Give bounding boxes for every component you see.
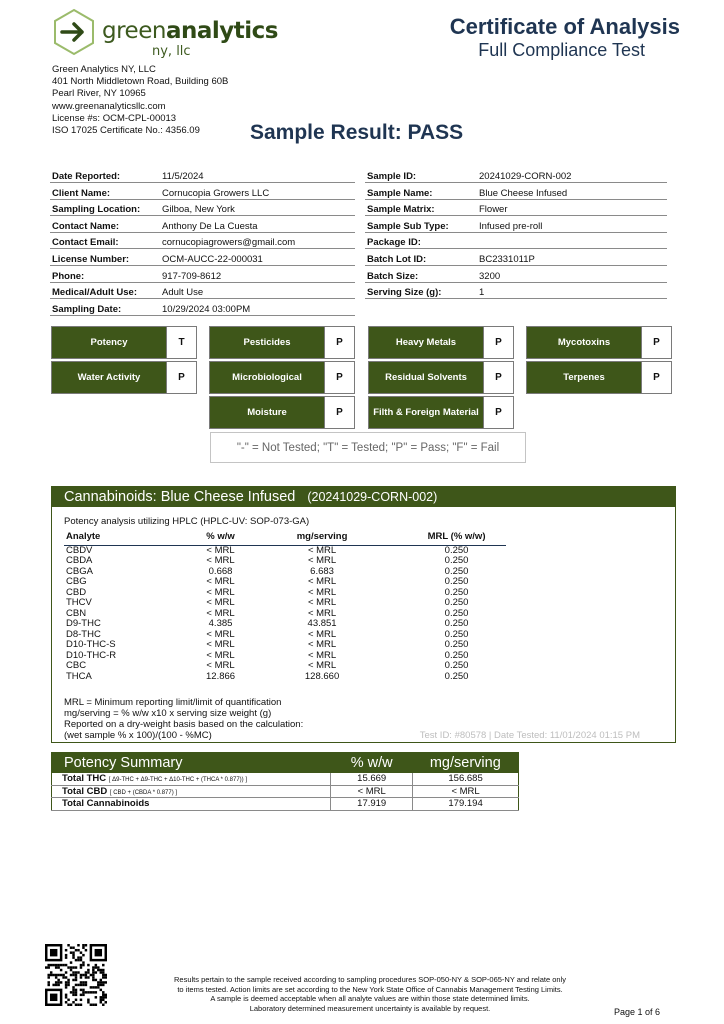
sample-info-label: Sample ID: bbox=[365, 166, 477, 183]
analyte-name: D10-THC-R bbox=[66, 649, 117, 661]
analyte-name: D10-THC-S bbox=[66, 639, 116, 650]
lab-city: Pearl River, NY 10965 bbox=[52, 88, 146, 100]
summary-name: Total Cannabinoids bbox=[62, 798, 150, 810]
analyte-mrl: 0.250 bbox=[444, 586, 469, 598]
status-result: P bbox=[324, 362, 354, 393]
col-summary-pct: % w/w bbox=[331, 753, 413, 773]
lab-iso-cert: ISO 17025 Certificate No.: 4356.09 bbox=[52, 125, 200, 137]
company-logo bbox=[52, 8, 278, 60]
analyte-row bbox=[64, 661, 506, 672]
lab-name: Green Analytics NY, LLC bbox=[52, 64, 156, 75]
analyte-row bbox=[64, 545, 506, 556]
analyte-mrl: 0.250 bbox=[444, 565, 469, 577]
summary-pct: < MRL bbox=[331, 785, 413, 798]
status-result: P bbox=[324, 327, 354, 358]
sample-info-value: Flower bbox=[477, 199, 667, 216]
summary-formula: [ CBD + (CBDA * 0.877) ] bbox=[109, 789, 178, 796]
client-info-label: Date Reported: bbox=[50, 166, 160, 183]
analyte-row bbox=[64, 651, 506, 662]
client-info-row bbox=[50, 216, 355, 233]
cannabinoids-section bbox=[51, 486, 676, 743]
status-result: P bbox=[324, 397, 354, 428]
analysis-method: Potency analysis utilizing HPLC (HPLC-UV: SOP-073-GA) bbox=[64, 516, 310, 527]
lab-license: License #s: OCM-CPL-00013 bbox=[52, 112, 177, 124]
client-info-label: Medical/Adult Use: bbox=[50, 282, 160, 299]
status-box-residual-solvents bbox=[368, 361, 514, 394]
footer-disclaimer bbox=[130, 975, 610, 1013]
client-info-label: Phone: bbox=[50, 266, 160, 283]
footer-line-4: Laboratory determined measurement uncertainty is available by request. bbox=[249, 1003, 491, 1013]
status-label: Moisture bbox=[210, 397, 324, 428]
client-info-value: 917-709-8612 bbox=[160, 266, 355, 283]
note-formula: (wet sample % x 100)/(100 - %MC) bbox=[64, 730, 212, 741]
col-mg: mg/serving bbox=[237, 531, 407, 545]
sample-info-row bbox=[365, 199, 667, 216]
sample-info-row bbox=[365, 266, 667, 283]
status-result: T bbox=[166, 327, 196, 358]
sample-info-row bbox=[365, 249, 667, 266]
cannabinoids-sample-id: (20241029-CORN-002) bbox=[307, 490, 438, 504]
summary-name-cell bbox=[52, 773, 331, 786]
analyte-mrl: 0.250 bbox=[444, 639, 469, 650]
analyte-mg: 6.683 bbox=[310, 565, 334, 577]
status-box-pesticides bbox=[209, 326, 355, 359]
client-info-value: OCM-AUCC-22-000031 bbox=[160, 249, 355, 266]
sample-info-row bbox=[365, 232, 667, 249]
analyte-pct: < MRL bbox=[206, 639, 235, 650]
potency-summary-title: Potency Summary bbox=[52, 753, 331, 773]
lab-website: www.greenanalyticsllc.com bbox=[52, 100, 166, 112]
analyte-mg: < MRL bbox=[307, 555, 337, 566]
analyte-row bbox=[64, 567, 506, 578]
analyte-mrl: 0.250 bbox=[444, 618, 469, 629]
status-label: Microbiological bbox=[210, 362, 324, 393]
footer-line-3: A sample is deemed acceptable when all analyte values are within those state determined limits. bbox=[210, 994, 530, 1003]
summary-mg: < MRL bbox=[413, 785, 519, 798]
page-number: Page 1 of 6 bbox=[614, 1007, 661, 1017]
analyte-row bbox=[64, 588, 506, 599]
analyte-pct: < MRL bbox=[206, 555, 235, 566]
potency-summary-table bbox=[51, 752, 519, 811]
logo-wordmark: greenanalytics bbox=[102, 18, 278, 44]
analyte-mg: < MRL bbox=[307, 660, 337, 671]
document-subtitle: Full Compliance Test bbox=[478, 40, 645, 60]
summary-row bbox=[52, 773, 519, 786]
footer-line-1: Results pertain to the sample received according to sampling procedures SOP-050-NY & SOP-065-NY and relate only bbox=[173, 975, 566, 984]
client-info-row bbox=[50, 199, 355, 216]
cannabinoids-header bbox=[52, 487, 675, 507]
status-label: Potency bbox=[52, 327, 166, 358]
sample-info-row bbox=[365, 282, 667, 299]
client-info-row bbox=[50, 232, 355, 249]
footer-line-2: to items tested. Action limits are set according to the New York State Office of Cannabis Management Testing Limits. bbox=[177, 984, 563, 994]
client-info-row bbox=[50, 183, 355, 200]
client-info-value: 11/5/2024 bbox=[160, 166, 355, 183]
test-id-date: Test ID: #80578 | Date Tested: 11/01/2024 01:15 PM bbox=[419, 730, 640, 741]
status-label: Terpenes bbox=[527, 362, 641, 393]
analyte-mg: < MRL bbox=[307, 576, 337, 587]
sample-info-value: BC2331011P bbox=[477, 249, 667, 266]
analyte-name: D8-THC bbox=[66, 628, 101, 640]
col-mrl: MRL (% w/w) bbox=[407, 531, 506, 545]
analyte-mg: < MRL bbox=[307, 639, 337, 650]
lab-address-block bbox=[52, 64, 228, 137]
analyte-mg: < MRL bbox=[307, 607, 337, 619]
analyte-mg: < MRL bbox=[307, 649, 337, 661]
status-result: P bbox=[483, 327, 513, 358]
analyte-name: THCA bbox=[66, 670, 92, 682]
sample-info-row bbox=[365, 183, 667, 200]
client-info-label: Client Name: bbox=[50, 183, 160, 200]
sample-info-label: Batch Size: bbox=[365, 266, 477, 283]
analyte-table bbox=[64, 531, 506, 682]
status-label: Residual Solvents bbox=[369, 362, 483, 393]
analyte-name: CBDV bbox=[66, 544, 93, 556]
analyte-pct: < MRL bbox=[206, 607, 235, 619]
analyte-mrl: 0.250 bbox=[444, 576, 469, 587]
analyte-pct: < MRL bbox=[206, 544, 235, 556]
sample-info-value: 1 bbox=[477, 282, 667, 299]
client-info-label: License Number: bbox=[50, 249, 160, 266]
status-label: Water Activity bbox=[52, 362, 166, 393]
analyte-pct: < MRL bbox=[206, 660, 235, 671]
status-result: P bbox=[641, 327, 671, 358]
sample-info-value: Blue Cheese Infused bbox=[477, 183, 667, 200]
logo-subtext: ny, llc bbox=[152, 44, 191, 59]
status-box-terpenes bbox=[526, 361, 672, 394]
client-info-value: 10/29/2024 03:00PM bbox=[160, 299, 355, 316]
status-box-potency bbox=[51, 326, 197, 359]
summary-mg: 156.685 bbox=[413, 773, 519, 786]
status-result: P bbox=[483, 362, 513, 393]
analyte-mg: < MRL bbox=[307, 544, 337, 556]
sample-info-table bbox=[365, 166, 667, 299]
note-dry-weight: Reported on a dry-weight basis based on the calculation: bbox=[64, 719, 304, 730]
analyte-mg: 128.660 bbox=[304, 670, 340, 682]
cannabinoid-notes bbox=[64, 697, 303, 741]
sample-info-label: Sample Matrix: bbox=[365, 199, 477, 216]
analyte-name: CBDA bbox=[66, 555, 93, 566]
summary-row bbox=[52, 798, 519, 811]
client-info-row bbox=[50, 266, 355, 283]
col-pct: % w/w bbox=[204, 531, 237, 545]
client-info-label: Contact Email: bbox=[50, 232, 160, 249]
analyte-pct: < MRL bbox=[206, 628, 235, 640]
status-result: P bbox=[641, 362, 671, 393]
sample-info-value: 3200 bbox=[477, 266, 667, 283]
sample-info-label: Sample Sub Type: bbox=[365, 216, 477, 233]
analyte-row bbox=[64, 619, 506, 630]
sample-info-row bbox=[365, 216, 667, 233]
summary-name-cell bbox=[52, 798, 331, 811]
sample-result-title: Sample Result: PASS bbox=[250, 121, 464, 144]
analyte-mrl: 0.250 bbox=[444, 649, 469, 661]
client-info-value: Cornucopia Growers LLC bbox=[160, 183, 355, 200]
client-info-row bbox=[50, 166, 355, 183]
status-box-microbiological bbox=[209, 361, 355, 394]
analyte-pct: < MRL bbox=[206, 649, 235, 661]
analyte-pct: < MRL bbox=[206, 597, 235, 608]
status-result: P bbox=[483, 397, 513, 428]
client-info-value: Adult Use bbox=[160, 282, 355, 299]
client-info-row bbox=[50, 249, 355, 266]
analyte-pct: 12.866 bbox=[206, 670, 236, 682]
col-analyte: Analyte bbox=[64, 531, 204, 545]
analyte-mg: < MRL bbox=[307, 628, 337, 640]
analyte-name: CBG bbox=[66, 576, 87, 587]
status-label: Mycotoxins bbox=[527, 327, 641, 358]
client-info-label: Sampling Date: bbox=[50, 299, 160, 316]
analyte-row bbox=[64, 672, 506, 683]
analyte-mg: < MRL bbox=[307, 597, 337, 608]
sample-info-row bbox=[365, 166, 667, 183]
analyte-mrl: 0.250 bbox=[444, 555, 469, 566]
analyte-name: CBN bbox=[66, 607, 87, 619]
analyte-row bbox=[64, 598, 506, 609]
sample-info-label: Package ID: bbox=[365, 232, 477, 249]
qr-code-icon[interactable] bbox=[45, 944, 107, 1006]
note-mg-serving: mg/serving = % w/w x10 x serving size weight (g) bbox=[64, 708, 272, 719]
analyte-name: CBC bbox=[66, 660, 87, 671]
analyte-mrl: 0.250 bbox=[444, 670, 469, 682]
sample-info-value: 20241029-CORN-002 bbox=[477, 166, 667, 183]
col-summary-mg: mg/serving bbox=[413, 753, 519, 773]
analyte-pct: 4.385 bbox=[208, 618, 233, 629]
status-label: Filth & Foreign Material bbox=[369, 397, 483, 428]
client-info-value: Gilboa, New York bbox=[160, 199, 355, 216]
analyte-pct: < MRL bbox=[206, 576, 235, 587]
analyte-name: CBGA bbox=[66, 565, 93, 577]
summary-row bbox=[52, 785, 519, 798]
summary-name-cell bbox=[52, 785, 331, 798]
status-box-mycotoxins bbox=[526, 326, 672, 359]
sample-info-label: Serving Size (g): bbox=[365, 282, 477, 299]
summary-name: Total CBD bbox=[62, 785, 108, 797]
client-info-row bbox=[50, 282, 355, 299]
analyte-mg: < MRL bbox=[307, 586, 337, 598]
analyte-row bbox=[64, 609, 506, 620]
analyte-row bbox=[64, 640, 506, 651]
potency-summary-header bbox=[52, 753, 519, 773]
client-info-label: Sampling Location: bbox=[50, 199, 160, 216]
analyte-name: THCV bbox=[66, 597, 92, 608]
status-box-heavy-metals bbox=[368, 326, 514, 359]
analyte-row bbox=[64, 556, 506, 567]
client-info-value: cornucopiagrowers@gmail.com bbox=[160, 232, 355, 249]
summary-pct: 15.669 bbox=[331, 773, 413, 786]
analyte-mg: 43.851 bbox=[307, 618, 337, 629]
analyte-mrl: 0.250 bbox=[444, 607, 469, 619]
status-legend: "-" = Not Tested; "T" = Tested; "P" = Pass; "F" = Fail bbox=[210, 432, 526, 463]
status-box-water-activity bbox=[51, 361, 197, 394]
analyte-header-row bbox=[64, 531, 506, 545]
client-info-value: Anthony De La Cuesta bbox=[160, 216, 355, 233]
analyte-mrl: 0.250 bbox=[444, 544, 469, 556]
status-label: Pesticides bbox=[210, 327, 324, 358]
summary-pct: 17.919 bbox=[331, 798, 413, 811]
analyte-pct: < MRL bbox=[206, 586, 235, 598]
sample-info-label: Batch Lot ID: bbox=[365, 249, 477, 266]
client-info-row bbox=[50, 299, 355, 316]
cannabinoids-title: Cannabinoids: Blue Cheese Infused bbox=[64, 489, 296, 505]
analyte-mrl: 0.250 bbox=[444, 597, 469, 608]
summary-name: Total THC bbox=[62, 773, 107, 784]
status-label: Heavy Metals bbox=[369, 327, 483, 358]
client-info-label: Contact Name: bbox=[50, 216, 160, 233]
note-mrl: MRL = Minimum reporting limit/limit of quantification bbox=[64, 697, 282, 708]
sample-info-label: Sample Name: bbox=[365, 183, 477, 200]
analyte-row bbox=[64, 630, 506, 641]
client-info-table bbox=[50, 166, 355, 316]
analyte-name: CBD bbox=[66, 586, 87, 598]
summary-mg: 179.194 bbox=[413, 798, 519, 811]
sample-info-value bbox=[477, 232, 667, 249]
analyte-row bbox=[64, 577, 506, 588]
hexagon-logo-icon bbox=[52, 8, 96, 56]
summary-formula: [ Δ9-THC + Δ9-THC + Δ10-THC + (THCA * 0.877)) ] bbox=[108, 777, 248, 783]
document-title: Certificate of Analysis bbox=[449, 14, 680, 39]
analyte-mrl: 0.250 bbox=[444, 660, 469, 671]
analyte-mrl: 0.250 bbox=[444, 628, 469, 640]
sample-info-value: Infused pre-roll bbox=[477, 216, 667, 233]
analyte-pct: 0.668 bbox=[208, 565, 233, 577]
status-result: P bbox=[166, 362, 196, 393]
status-box-moisture bbox=[209, 396, 355, 429]
lab-street: 401 North Middletown Road, Building 60B bbox=[52, 76, 229, 88]
analyte-name: D9-THC bbox=[66, 618, 101, 629]
status-box-filth-foreign-material bbox=[368, 396, 514, 429]
